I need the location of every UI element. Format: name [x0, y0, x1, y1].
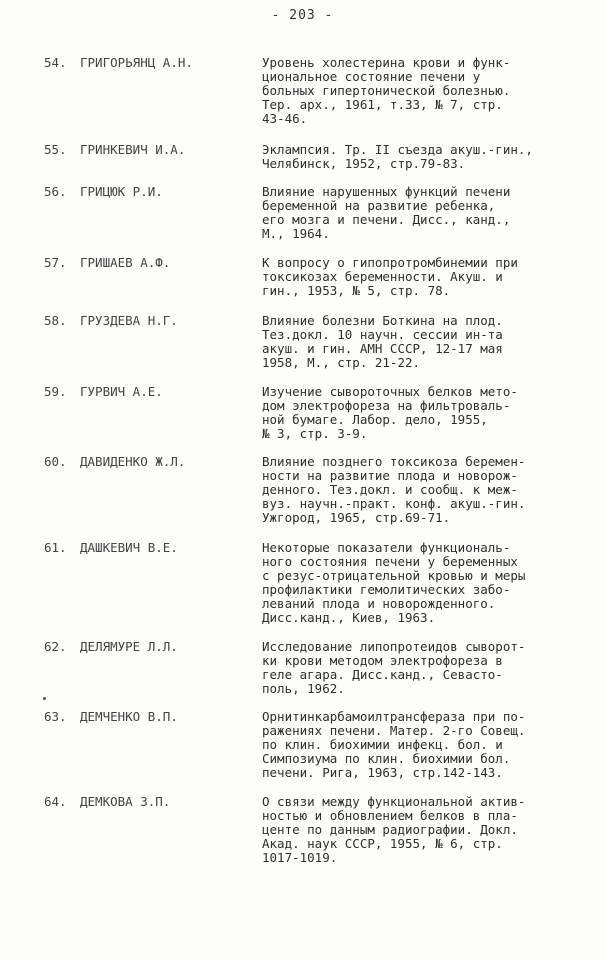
entry-text [262, 710, 580, 780]
entry-line: Влияние болезни Боткина на плод. [262, 313, 503, 328]
entry-author: ДАШКЕВИЧ В.Е. [80, 540, 178, 555]
entry-line: Исследование липопротеидов сыворот- [262, 639, 526, 654]
entry-author: ГРУЗДЕВА Н.Г. [80, 313, 178, 328]
entry-number: 64. [44, 794, 67, 809]
entry-line: 1017-1019. [262, 850, 338, 865]
entry-text [262, 56, 580, 126]
entry-line: циональное состояние печени у [262, 69, 481, 84]
entry-line: 43-46. [262, 111, 308, 126]
entry-author: ГРИШАЕВ А.Ф. [80, 255, 171, 270]
entry-line: печени. Рига, 1963, стр.142-143. [262, 765, 503, 780]
entry-line: дом электрофореза на фильтроваль- [262, 398, 511, 413]
entry-line: токсикозах беременности. Акуш. и [262, 269, 503, 284]
entry-line: Эклампсия. Тр. II съезда акуш.-гин., [262, 142, 533, 157]
entry-line: ки крови методом электрофореза в [262, 653, 503, 668]
entry-number: 63. [44, 709, 67, 724]
entry-line: Орнитинкарбамоилтрансфераза при по- [262, 709, 526, 724]
entry-line: ражениях печени. Матер. 2-го Совещ. [262, 723, 526, 738]
entry-line: вуз. научн.-практ. конф. акуш.-гин. [262, 496, 526, 511]
entry-line: Тез.докл. 10 научн. сессии ин-та [262, 327, 503, 342]
entry-line: акуш. и гин. АМН СССР, 12-17 мая [262, 341, 503, 356]
entry-text [262, 455, 580, 525]
entry-text [262, 143, 580, 171]
entry-text [262, 256, 580, 298]
entry-author: ДЕМКОВА З.П. [80, 794, 171, 809]
entry-line: Уровень холестерина крови и функ- [262, 55, 511, 70]
entry-line: Влияние нарушенных функций печени [262, 184, 511, 199]
entry-line: леваний плода и новорожденного. [262, 596, 496, 611]
entry-line: Акад. наук СССР, 1955, № 6, стр. [262, 836, 503, 851]
entry-line: К вопросу о гипопротромбинемии при [262, 255, 518, 270]
entry-number: 55. [44, 142, 67, 157]
entry-line: Тер. арх., 1961, т.33, № 7, стр. [262, 97, 503, 112]
page-number: - 203 - [271, 8, 334, 23]
entry-number: 60. [44, 454, 67, 469]
entry-number: 61. [44, 540, 67, 555]
entry-line: Челябинск, 1952, стр.79-83. [262, 156, 466, 171]
entry-line: 1958, М., стр. 21-22. [262, 355, 421, 370]
entry-line: Симпозиума по клин. биохимии бол. [262, 751, 511, 766]
entry-line: ной бумаге. Лабор. дело, 1955, [262, 412, 488, 427]
entry-text [262, 314, 580, 370]
entry-line: Изучение сывороточных белков мето- [262, 384, 518, 399]
entry-author: ГРИНКЕВИЧ И.А. [80, 142, 186, 157]
entry-number: 59. [44, 384, 67, 399]
ink-speck [43, 697, 46, 700]
entry-number: 58. [44, 313, 67, 328]
entry-line: ностью и обновлением белков в пла- [262, 808, 518, 823]
entry-line: больных гипертонической болезнью. [262, 83, 511, 98]
entry-line: с резус-отрицательной кровью и меры [262, 568, 526, 583]
entry-line: М., 1964. [262, 226, 330, 241]
entry-number: 54. [44, 55, 67, 70]
entry-line: гин., 1953, № 5, стр. 78. [262, 283, 451, 298]
entry-line: центе по данным радиографии. Докл. [262, 822, 518, 837]
entry-line: Дисс.канд., Киев, 1963. [262, 610, 436, 625]
entry-text [262, 640, 580, 696]
entry-text [262, 795, 580, 865]
entry-line: геле агара. Дисс.канд., Севасто- [262, 667, 503, 682]
entry-line: О связи между функциональной актив- [262, 794, 526, 809]
entry-author: ГУРВИЧ А.Е. [80, 384, 163, 399]
entry-text [262, 541, 580, 625]
entry-line: по клин. биохимии инфекц. бол. и [262, 737, 503, 752]
entry-line: профилактики гемолитических забо- [262, 582, 511, 597]
entry-author: ГРИГОРЬЯНЦ А.Н. [80, 55, 193, 70]
entry-number: 62. [44, 639, 67, 654]
entry-line: его мозга и печени. Дисс., канд., [262, 212, 511, 227]
entry-line: № 3, стр. 3-9. [262, 426, 368, 441]
entry-author: ДЕЛЯМУРЕ Л.Л. [80, 639, 178, 654]
entry-line: ности на развитие плода и новорож- [262, 468, 518, 483]
entry-line: Ужгород, 1965, стр.69-71. [262, 510, 451, 525]
entry-line: Некоторые показатели функциональ- [262, 540, 511, 555]
entry-text [262, 185, 580, 241]
entry-author: ДАВИДЕНКО Ж.Л. [80, 454, 186, 469]
entry-line: беременной на развитие ребенка, [262, 198, 496, 213]
entry-line: ного состояния печени у беременных [262, 554, 518, 569]
entry-author: ГРИЦЮК Р.И. [80, 184, 163, 199]
entry-line: Влияние позднего токсикоза беремен- [262, 454, 526, 469]
entry-author: ДЕМЧЕНКО В.П. [80, 709, 178, 724]
entry-line: денного. Тез.докл. и сообщ. к меж- [262, 482, 518, 497]
entry-text [262, 385, 580, 441]
entry-line: поль, 1962. [262, 681, 345, 696]
entry-number: 56. [44, 184, 67, 199]
entry-number: 57. [44, 255, 67, 270]
